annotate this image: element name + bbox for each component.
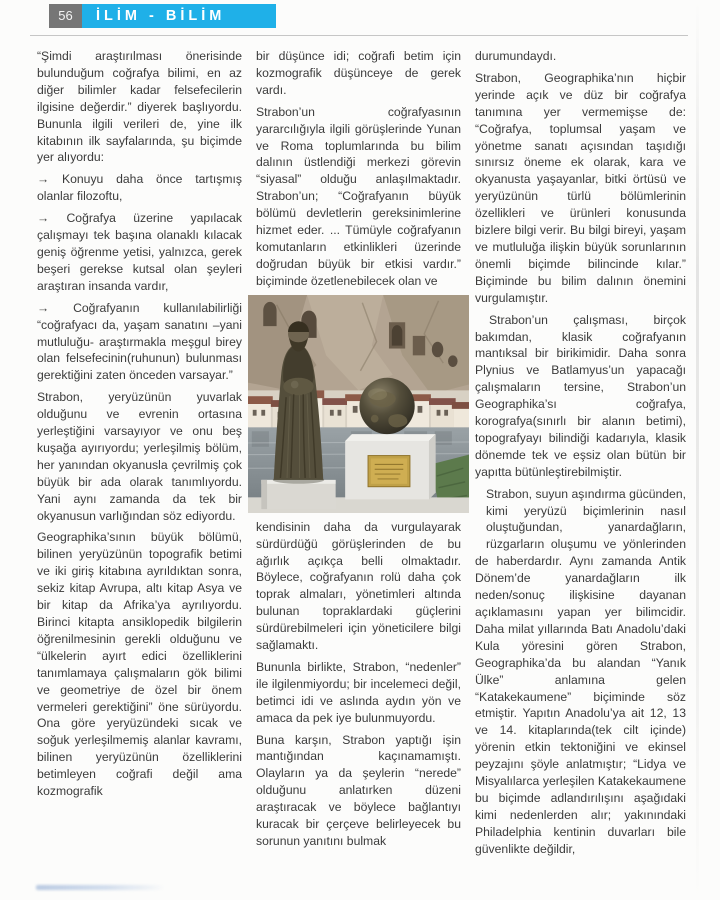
paragraph: Buna karşın, Strabon yaptığı işin mantığından kaçınamamıştı. Olayların ya da şeylerin “nerede” olduğunu anlatırken düzeni araştıracak ve böylece bağlantıyı kuracak bir çerçeve belirleyecek bu sorunun yanıtını bulmak (256, 732, 461, 848)
scan-edge-shadow (696, 0, 699, 900)
paragraph: “Şimdi araştırılması önerisinde bulunduğum coğrafya bilimi, en az diğer bilimler kadar felsefecilerin ilgisine değerdir.” diyerek başlıyordu. Bununla ilgili verileri de, yine ilk kitabının ilk sayfalarında, şu biçimde yer alıyordu: (37, 49, 242, 165)
paragraph: kendisinin daha da vurgulayarak sürdürdüğü görüşlerinden de bu ağırlık açıkça belli olmaktadır. Böylece, coğrafyanın rolü daha çok toprak almaları, yönetimleri altında bulunan topraklardaki güçlerini sürdürebilmeleri için yöneticilere bilgi sağlamaktı. (256, 519, 461, 653)
photo-overlap-spacer (475, 486, 486, 537)
page-number-badge: 56 (49, 4, 82, 28)
scan-smudge-bottom-left (36, 885, 166, 890)
header-rule (30, 35, 688, 36)
arrow-list-item: → Coğrafyanın kullanılabilirliği “coğrafyacı da, yaşam sanatını –yani mutluluğu- araştırmakla meşgul birey olan felsefecinin(ruhunun) bulunması gerektiğini zaten önceden varsayar.” (37, 300, 242, 383)
paragraph: Strabon, yeryüzünün yuvarlak olduğunu ve evrenin ortasına yerleştiğini varsayıyor ve onu beş kuşağa ayırıyordu; yerleşilmiş bölüm, her yanından okyanusla çevrilmiş çok büyük bir ada olarak tanımlıyordu. Yani aynı zamanda da tek bir okyanusun varlığından söz ediyordu. (37, 390, 242, 523)
paragraph: Bununla birlikte, Strabon, “nedenler” ile ilgilenmiyordu; bir incelemeci değil, betimci idi ve aslında aydın yön ve amaca da pek iye bulunmuyordu. (256, 659, 461, 725)
column-right (475, 48, 686, 863)
paragraph: Strabon, Geographika’nın hiçbir yerinde açık ve düz bir coğrafya tanımına yer vermemişse de: “Coğrafya, toplumsal yaşam ve yönetme sanatı açısından taşıdığı sınırsız öneme ek olarak, kara ve okyanusta yaşayanlar, bitki örtüsü ve yeryüzünün türlü bölümlerinin özellikleri ve ürünleri konusunda bizlere bilgi verir. Bu bilgi bireyi, yaşam ve mutluluğa ilişkin büyük sorunlarının önemli biçimde bilincinde kılar.” Biçiminde bu bilim dalının önemini vurgulamıştır. (475, 70, 686, 305)
paragraph: bir düşünce idi; coğrafi betim için kozmografik düşünceye de gerek vardı. (256, 49, 461, 97)
paragraph: Strabon’un coğrafyasının yararcılığıyla ilgili görüşlerinde Yunan ve Roma toplumlarında bu bilim dalının üstlendiği merkezi görevin “siyasal” olduğu anlaşılmaktadır. Strabon’un; “Coğrafyanın büyük bölümü devletlerin gereksinimlerine hizmet eder. ... Tümüyle coğrafyanın komutanların etkinlikleri üzerinde doğrudan büyük bir etkisi vardır.” biçiminde özetlenebilecek olan ve (256, 104, 461, 288)
paragraph (475, 486, 686, 858)
header-bar (49, 4, 276, 28)
arrow-list-item: → Coğrafya üzerine yapılacak çalışmayı tek başına olanaklı kılacak geniş öğrenme yetisi, yalnızca, gerek beşeri gerekse kutsal olan şeyleri araştıran insanda vardır, (37, 211, 242, 293)
column-left (37, 48, 242, 863)
column-middle (256, 48, 461, 863)
paragraph: Geographika’sının büyük bölümü, bilinen yeryüzünün topografik betimi ve iki giriş kitabına ayrıldıktan sonra, sekiz kitap Avrupa, altı kitap Asya ve bir kitap da Afrika’ya ayrılıyordu. Birinci kitapta ansiklopedik bilgilerin öğrenilmesinin gerekli olduğunu ve “ülkelerin ayırt edici özelliklerini tanımlamaya çalışmaların gök bilimi ve geometriye de özel bir önem vermeleri gerektiğini” öne sürüyordu. Ona göre yeryüzündeki sıcak ve soğuk yerleşilmemiş alanlar kavramı, bilinen yeryüzünün özelliklerini betimleyen coğrafi değil ama kozmografik (37, 530, 242, 799)
statue-photo-illustration (248, 295, 469, 513)
content-columns (37, 48, 686, 863)
section-title-bar: İLİM - BİLİM (82, 4, 276, 28)
paragraph: durumundaydı. (475, 49, 557, 63)
paragraph: Strabon’un çalışması, birçok bakımdan, klasik coğrafyanın mantıksal bir birikimidir. Daha sonra Plynius ve Batlamyus’un yapacağı çalışmaların tersine, Strabon’un Geographika’sı coğrafya, korografya(sınırlı bir alanın betimi), topografyayı bilindiği kadarıyla, klasik dönemde tek ve eşsiz olan bütün bir yapıtta bütünleştirebilmiştir. (475, 312, 686, 479)
arrow-list-item: → Konuyu daha önce tartışmış olanlar filozoftu, (37, 172, 242, 204)
strabon-statue-photo (248, 295, 469, 513)
paragraph-text: Strabon, suyun aşındırma gücünden, kimi yeryüzü biçimlerinin nasıl oluştuğundan, yanardağların, rüzgarların oluşumu ve yönlerinden de haberdardır. Aynı zamanda Antik Dönem’de yanardağların ilk neden/sonuç ilişkisine dayanan açıklamasını yapan yer bilimcidir. Daha milat yıllarında Batı Anadolu’daki Kula yöresini gören Strabon, Geographika’da bu alandan “Yanık Ülke” anlamına gelen “Katakekaumene” biçiminde söz etmiştir. Yapıtın Anadolu’ya ait 12, 13 ve 14. kitaplarında(tek cilt içinde) yörenin etkin tektoniğini ve ekinsel peyzajını şöyle anlatmıştır; “Lidya ve Misyalılarca yerleşilen Katakekaumene bu biçimde adlandırılışını aşağıdaki kimi nedenlerden alır; yakınındaki Philadelphia kentinin duvarları bile güvenlikte değildir, (475, 486, 686, 856)
